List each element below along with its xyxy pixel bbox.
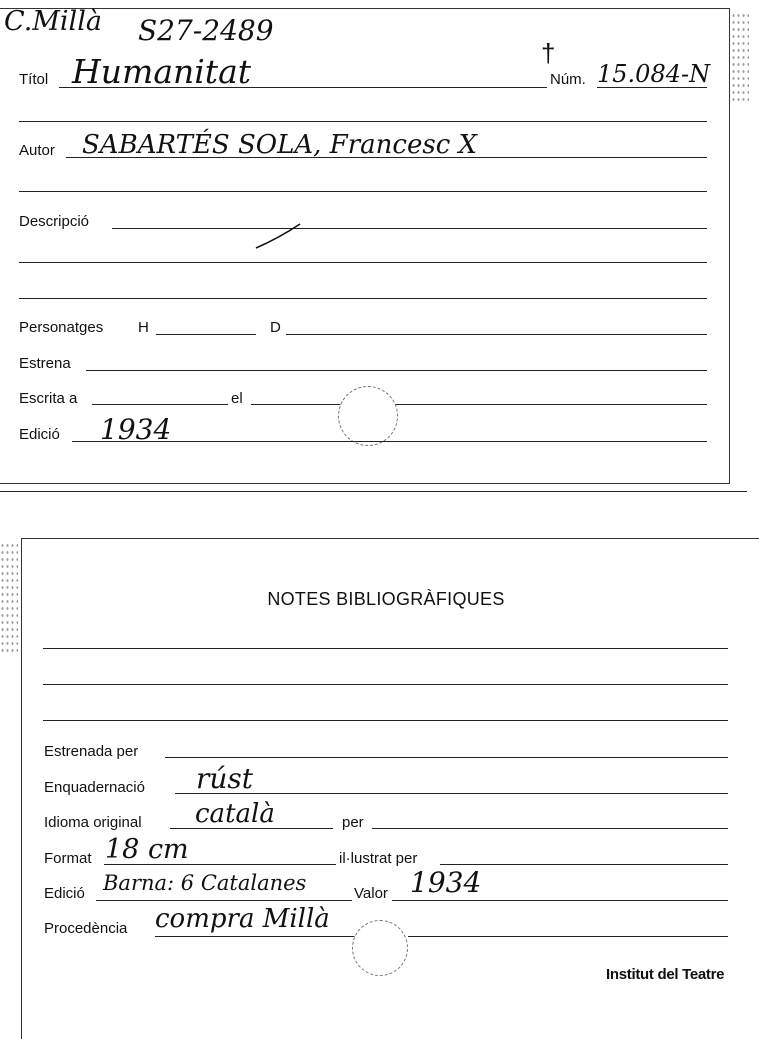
format-value: 18 cm [105,834,189,865]
illustrat-per-line [440,864,728,865]
collection-mark: C.Millà [4,6,102,37]
escrita-a-line [92,404,228,405]
procedencia-value: compra Millà [155,904,330,934]
card-1-bottom-cut-line [0,491,747,492]
deceased-cross-mark: † [541,38,556,68]
num-value: 15.084-N [597,60,711,88]
idioma-original-label: Idioma original [44,814,142,831]
notes-line-2 [43,684,728,685]
procedencia-line [155,936,355,937]
idioma-per-line [372,828,728,829]
card2-edicio-line [96,900,352,901]
personatges-label: Personatges [19,319,104,336]
escrita-el-line [251,404,707,405]
estrenada-per-line [165,757,728,758]
illustrat-per-label: il·lustrat per [339,850,418,867]
titol-value: Humanitat [72,52,252,91]
edicio-label: Edició [19,426,60,443]
personatges-d-label: D [270,319,281,336]
escrita-a-label: Escrita a [19,390,78,407]
notes-line-1 [43,648,728,649]
valor-line [392,900,728,901]
card-2-punch-hole [352,920,408,976]
idioma-original-value: català [195,799,275,829]
descripcio-extra-line-2 [19,298,707,299]
autor-value: SABARTÉS SOLA, Francesc X [82,130,478,160]
idioma-per-label: per [342,814,364,831]
enquadernacio-line [175,793,728,794]
personatges-d-line [286,334,707,335]
notes-line-3 [43,720,728,721]
procedencia-label: Procedència [44,920,128,937]
edicio-value: 1934 [100,413,172,446]
card2-edicio-value: Barna: 6 Catalanes [103,871,307,895]
escrita-el-label: el [231,390,243,407]
titol-extra-line [19,121,707,122]
catalog-number: S27-2489 [138,14,274,47]
descripcio-label: Descripció [19,213,90,230]
notes-heading: NOTES BIBLIOGRÀFIQUES [267,589,505,609]
procedencia-extra-line [408,936,728,937]
enquadernacio-label: Enquadernació [44,779,145,796]
card2-edicio-label: Edició [44,885,85,902]
valor-value: 1934 [410,866,482,899]
titol-label: Títol [19,71,49,88]
institution-footer: Institut del Teatre [606,966,725,983]
valor-label: Valor [354,885,388,902]
num-label: Núm. [550,71,586,88]
format-label: Format [44,850,92,867]
estrena-label: Estrena [19,355,71,372]
estrena-line [86,370,707,371]
autor-label: Autor [19,142,55,159]
descripcio-pen-stroke [254,220,304,252]
estrenada-per-label: Estrenada per [44,743,139,760]
enquadernacio-value: rúst [196,762,254,795]
descripcio-extra-line-1 [19,262,707,263]
card-1-punch-hole [338,386,398,446]
scan-speckles [731,12,749,102]
descripcio-line [112,228,707,229]
personatges-h-line [156,334,256,335]
autor-extra-line [19,191,707,192]
personatges-h-label: H [138,319,149,336]
